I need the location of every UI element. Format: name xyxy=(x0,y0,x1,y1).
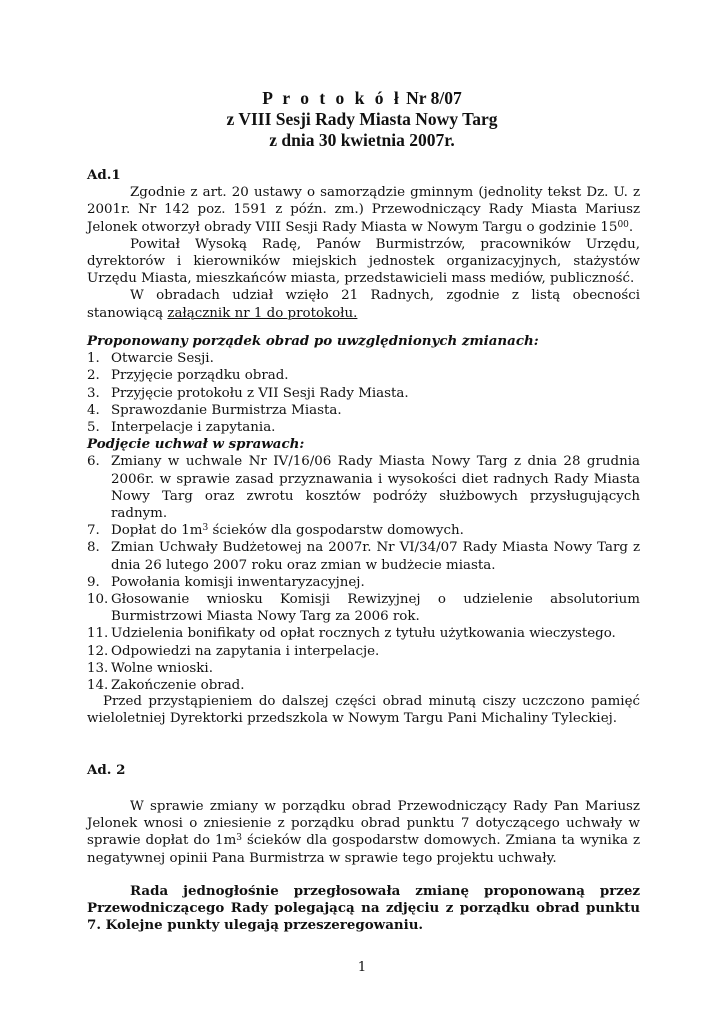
agenda-list xyxy=(87,350,640,436)
tribute-paragraph: Przed przystąpieniem do dalszej części obrad minutą ciszy uczczono pamięć wieloletniej Dyrektorki przedszkola w Nowym Targu Pani Michaliny Tyleckiej. xyxy=(87,694,640,727)
agenda-item-text: Interpelacje i zapytania. xyxy=(111,420,276,436)
agenda-item-number: 5. xyxy=(87,420,100,436)
agenda-item-text: Zakończenie obrad. xyxy=(111,678,245,694)
agenda-item-number: 14. xyxy=(87,678,109,694)
agenda-item-text: Zmian Uchwały Budżetowej na 2007r. Nr VI/34/07 Rady Miasta Nowy Targ z dnia 26 lutego 2007 roku oraz zmian w budżecie miasta. xyxy=(111,540,640,573)
agenda-item-text: Przyjęcie porządku obrad. xyxy=(111,368,289,384)
item7-text-start: Dopłat do 1m xyxy=(111,523,203,539)
ad2-p1-superscript: 3 xyxy=(236,833,242,844)
ad1-p1-superscript: 00 xyxy=(617,219,629,230)
title-number: Nr 8/07 xyxy=(401,88,462,108)
agenda-item-number: 3. xyxy=(87,385,100,401)
agenda-item-text: Udzielenia bonifikaty od opłat rocznych z tytułu użytkowania wieczystego. xyxy=(111,626,616,642)
ad1-paragraph-greeting: Powitał Wysoką Radę, Panów Burmistrzów, pracowników Urzędu, dyrektorów i kierowników miejskich jednostek organizacyjnych, stażystów Urzędu Miasta, mieszkańców miasta, przedstawicieli mass mediów, publiczność. xyxy=(87,236,640,287)
agenda-item-number: 12. xyxy=(87,643,109,659)
title-session: z VIII Sesji Rady Miasta Nowy Targ xyxy=(226,109,498,129)
ad2-p1-text: W sprawie zmiany w porządku obrad Przewodniczący Rady Pan Mariusz Jelonek wnosi o zniesienie z porządku obrad punktu 7 dotyczącego uchwały w sprawie dopłat do 1m xyxy=(87,799,640,849)
resolutions-list xyxy=(87,453,640,694)
agenda-item-text: Wolne wnioski. xyxy=(111,660,213,676)
agenda-item-text xyxy=(111,522,640,539)
agenda-item xyxy=(87,367,640,384)
agenda-item-text: Przyjęcie protokołu z VII Sesji Rady Miasta. xyxy=(111,385,409,401)
agenda-item-number: 10. xyxy=(87,592,109,608)
agenda-item-number: 8. xyxy=(87,540,100,556)
agenda-item-text: Sprawozdanie Burmistrza Miasta. xyxy=(111,402,342,418)
agenda-item xyxy=(87,419,640,436)
agenda-item xyxy=(87,385,640,402)
attachment-reference: załącznik nr 1 do protokołu. xyxy=(167,305,358,321)
title-protocol-number xyxy=(0,88,724,109)
agenda-item xyxy=(87,625,640,642)
agenda-item-text: Zmiany w uchwale Nr IV/16/06 Rady Miasta Nowy Targ z dnia 28 grudnia 2006r. w sprawie zasad przyznawania i wysokości diet radnych Rady Miasta Nowy Targ oraz zwrotu kosztów podróży służbowych przysługujących radnym. xyxy=(111,454,640,522)
agenda-item-text: Otwarcie Sesji. xyxy=(111,351,214,367)
ad1-p1-end: . xyxy=(628,219,634,235)
ad1-p3-text: W obradach udział wzięło 21 Radnych, zgodnie z listą obecności stanowiącą xyxy=(87,288,640,321)
ad2-p1-end: ścieków dla gospodarstw domowych. Zmiana ta wynika z negatywnej opinii Pana Burmistrza w sprawie tego projektu uchwały. xyxy=(87,833,640,866)
agenda-item xyxy=(87,350,640,367)
agenda-item xyxy=(87,677,640,694)
agenda-item xyxy=(87,591,640,625)
ad1-heading: Ad.1 xyxy=(87,167,121,183)
ad2-resolution-paragraph: Rada jednogłośnie przegłosowała zmianę proponowaną przez Przewodniczącego Rady polegającą na zdjęciu z porządku obrad punktu 7. Kolejne punkty ulegają przeszeregowaniu. xyxy=(87,883,640,934)
ad2-heading: Ad. 2 xyxy=(87,762,126,778)
agenda-item-number: 9. xyxy=(87,574,100,590)
agenda-item-number: 7. xyxy=(87,523,100,539)
ad2-paragraph-change xyxy=(87,798,640,867)
title-protocol-word: P r o t o k ó ł xyxy=(262,88,402,108)
agenda-item xyxy=(87,660,640,677)
agenda-heading: Proponowany porządek obrad po uwzględnionych zmianach: xyxy=(87,333,539,349)
page-number: 1 xyxy=(357,960,367,975)
title-date: z dnia 30 kwietnia 2007r. xyxy=(269,130,455,150)
ad2-heading-block xyxy=(87,762,640,779)
agenda-section xyxy=(87,333,640,694)
item7-superscript: 3 xyxy=(202,523,209,534)
agenda-item-number: 13. xyxy=(87,660,109,676)
agenda-item xyxy=(87,643,640,660)
agenda-item-text: Głosowanie wniosku Komisji Rewizyjnej o udzielenie absolutorium Burmistrzowi Miasta Nowy Targ za 2006 rok. xyxy=(111,592,640,625)
ad1-section xyxy=(87,167,640,322)
agenda-item-number: 6. xyxy=(87,454,100,470)
agenda-item xyxy=(87,539,640,573)
agenda-item-text: Powołania komisji inwentaryzacyjnej. xyxy=(111,574,365,590)
ad1-paragraph-attendance xyxy=(87,287,640,321)
agenda-item xyxy=(87,574,640,591)
agenda-item xyxy=(87,453,640,522)
agenda-item-number: 2. xyxy=(87,368,100,384)
agenda-item xyxy=(87,522,640,539)
ad1-paragraph-opening xyxy=(87,184,640,236)
agenda-item-number: 11. xyxy=(87,626,109,642)
agenda-item-number: 4. xyxy=(87,402,100,418)
ad1-p1-text: Zgodnie z art. 20 ustawy o samorządzie gminnym (jednolity tekst Dz. U. z 2001r. Nr 142 poz. 1591 z późn. zm.) Przewodniczący Rady Miasta Mariusz Jelonek otworzył obrady VIII Sesji Rady Miasta w Nowym Targu o godzinie 15 xyxy=(87,185,640,235)
resolutions-subheading: Podjęcie uchwał w sprawach: xyxy=(87,436,305,453)
item7-text-end: ścieków dla gospodarstw domowych. xyxy=(208,523,464,539)
agenda-item xyxy=(87,402,640,419)
agenda-item-text: Odpowiedzi na zapytania i interpelacje. xyxy=(111,643,380,659)
agenda-item-number: 1. xyxy=(87,351,100,367)
